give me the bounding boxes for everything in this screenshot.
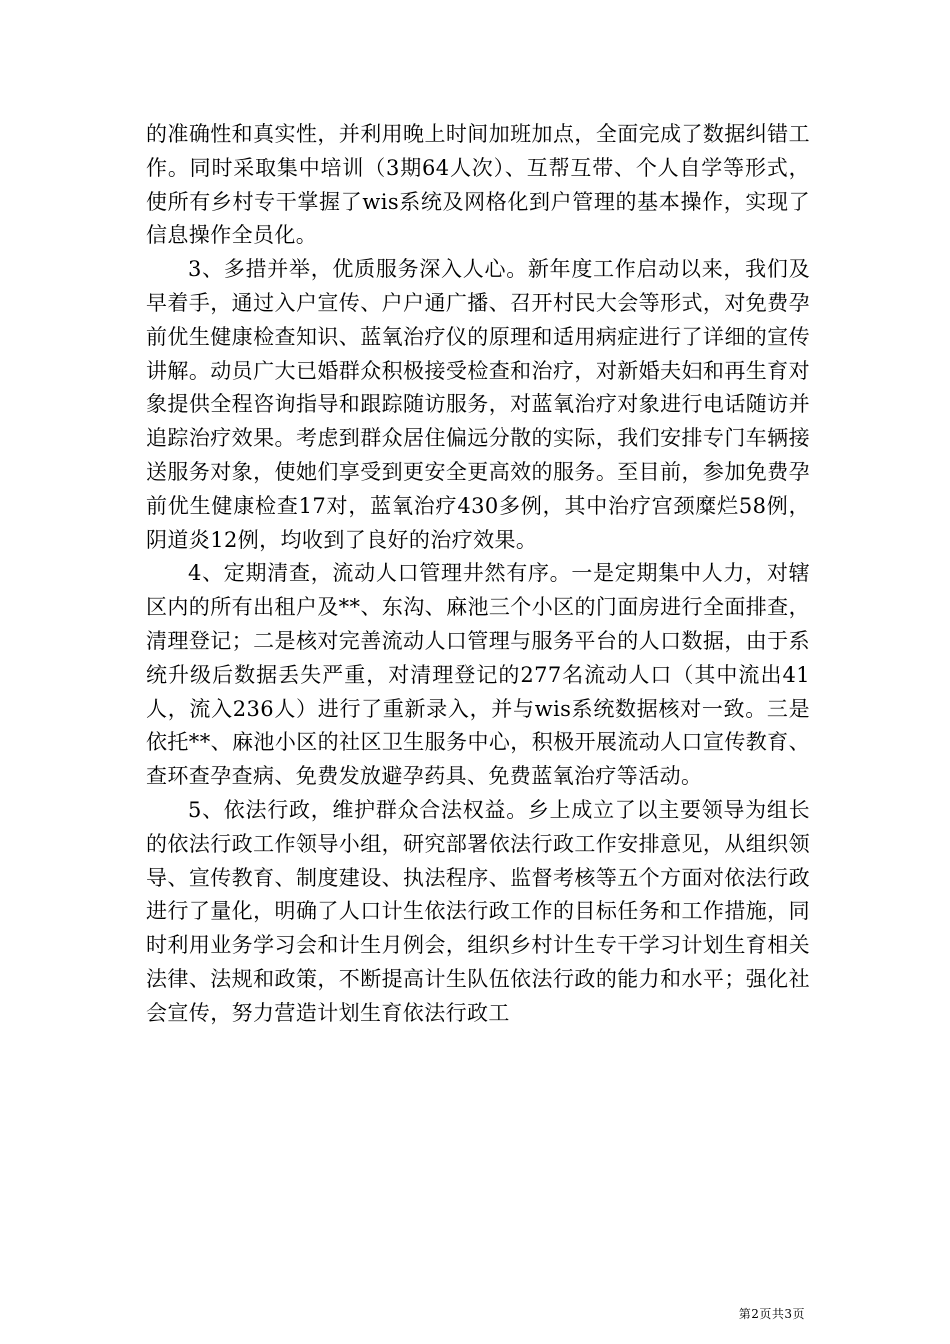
paragraph-item-5-law-administration: 5、依法行政，维护群众合法权益。乡上成立了以主要领导为组长的依法行政工作领导小组，研究部署依法行政工作安排意见，从组织领导、宣传教育、制度建设、执法程序、监督考核等五个方面对依法行政进行了量化，明确了人口计生依法行政工作的目标任务和工作措施，同时利用业务学习会和计生月例会，组织乡村计生专干学习计划生育相关法律、法规和政策，不断提高计生队伍依法行政的能力和水平；强化社会宣传，努力营造计划生育依法行政工 (146, 797, 810, 1025)
paragraph-item-4-floating-population: 4、定期清查，流动人口管理井然有序。一是定期集中人力，对辖区内的所有出租户及**、东沟、麻池三个小区的门面房进行全面排查，清理登记；二是核对完善流动人口管理与服务平台的人口数据，由于系统升级后数据丢失严重，对清理登记的277名流动人口（其中流出41人，流入236人）进行了重新录入，并与wis系统数据核对一致。三是依托**、麻池小区的社区卫生服务中心，积极开展流动人口宣传教育、查环查孕查病、免费发放避孕药具、免费蓝氧治疗等活动。 (146, 561, 810, 789)
document-body (146, 118, 810, 1031)
paragraph-continuation: 的准确性和真实性，并利用晚上时间加班加点，全面完成了数据纠错工作。同时采取集中培训（3期64人次）、互帮互带、个人自学等形式，使所有乡村专干掌握了wis系统及网格化到户管理的基本操作，实现了信息操作全员化。 (146, 122, 810, 248)
paragraph-item-3-quality-service: 3、多措并举，优质服务深入人心。新年度工作启动以来，我们及早着手，通过入户宣传、户户通广播、召开村民大会等形式，对免费孕前优生健康检查知识、蓝氧治疗仪的原理和适用病症进行了详细的宣传讲解。动员广大已婚群众积极接受检查和治疗，对新婚夫妇和再生育对象提供全程咨询指导和跟踪随访服务，对蓝氧治疗对象进行电话随访并追踪治疗效果。考虑到群众居住偏远分散的实际，我们安排专门车辆接送服务对象，使她们享受到更安全更高效的服务。至目前，参加免费孕前优生健康检查17对，蓝氧治疗430多例，其中治疗宫颈糜烂58例，阴道炎12例，均收到了良好的治疗效果。 (146, 257, 810, 552)
page-number-footer: 第2页共3页 (738, 1307, 805, 1321)
